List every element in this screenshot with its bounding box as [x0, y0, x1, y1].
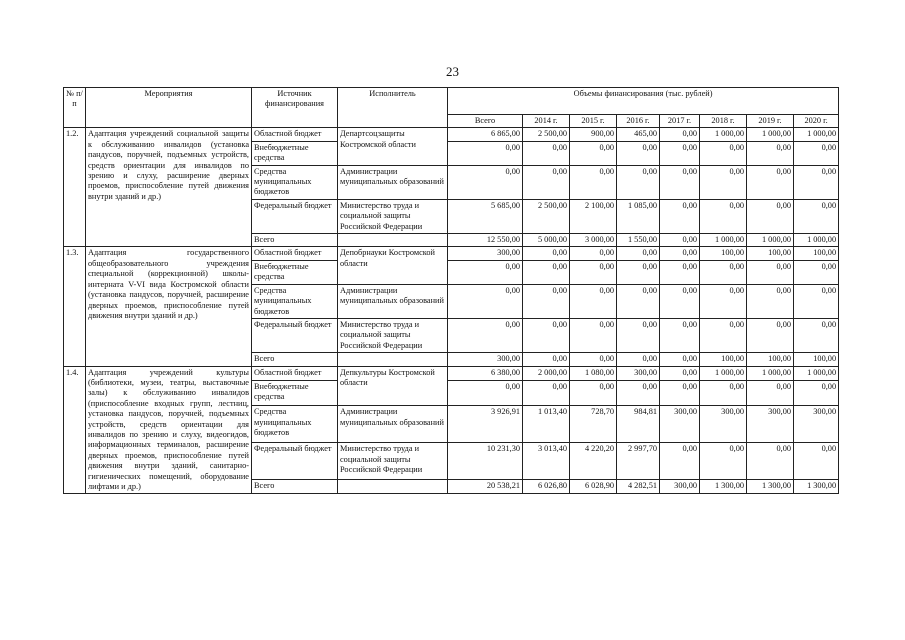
amount-cell: 5 000,00: [523, 234, 570, 247]
executor: [338, 234, 448, 247]
amount-cell: 0,00: [570, 247, 617, 260]
funding-source: Средства муниципальных бюджетов: [252, 406, 338, 443]
amount-cell: 300,00: [448, 247, 523, 260]
executor: Министерство труда и социальной защиты Российской Федерации: [338, 199, 448, 233]
amount-cell: 0,00: [660, 353, 700, 366]
amount-cell: 1 000,00: [700, 234, 747, 247]
amount-cell: 0,00: [523, 260, 570, 284]
funding-source: Федеральный бюджет: [252, 199, 338, 233]
amount-cell: 10 231,30: [448, 443, 523, 480]
amount-cell: 984,81: [617, 406, 660, 443]
item-number: 1.2.: [64, 128, 86, 247]
item-measure: Адаптация учреждений культуры (библиотеки, музеи, театры, выставочные залы) к обслуживанию инвалидов (приспособление входных групп, лестниц, установка пандусов, поручней, подъемных устройств, средств ориентации для инвалидов по зрению и слуху, видеогидов, информационных терминалов, расширение дверных проемов, приспособление путей движения внутри зданий, санитарно-гигиенических помещений, оборудование лифтами и др.): [86, 366, 252, 494]
table-row: [64, 366, 839, 380]
amount-cell: 100,00: [794, 353, 839, 366]
funding-source: Областной бюджет: [252, 366, 338, 380]
amount-cell: 0,00: [747, 260, 794, 284]
page-number: 23: [446, 64, 459, 79]
amount-cell: 0,00: [660, 234, 700, 247]
funding-source: Областной бюджет: [252, 128, 338, 141]
amount-cell: 728,70: [570, 406, 617, 443]
amount-cell: 0,00: [617, 247, 660, 260]
amount-cell: 300,00: [660, 406, 700, 443]
executor: Депкультуры Костромской области: [338, 366, 448, 406]
amount-cell: 0,00: [660, 165, 700, 199]
amount-cell: 0,00: [660, 443, 700, 480]
amount-cell: 0,00: [570, 318, 617, 352]
header-measures: Мероприятия: [86, 88, 252, 128]
amount-cell: 1 000,00: [747, 128, 794, 141]
amount-cell: 1 300,00: [794, 479, 839, 493]
amount-cell: 4 220,20: [570, 443, 617, 480]
amount-cell: 0,00: [617, 284, 660, 318]
amount-cell: 0,00: [700, 318, 747, 352]
amount-cell: 2 000,00: [523, 366, 570, 380]
amount-cell: 0,00: [700, 443, 747, 480]
item-measure: Адаптация государственного общеобразовательного учреждения специальной (коррекционной) школы-интерната V-VI вида Костромской области (установка пандусов, поручней, расширение дверных проемов, приспособление путей движения внутри зданий и др.): [86, 247, 252, 366]
executor: Департсоцзащиты Костромской области: [338, 128, 448, 165]
executor: Министерство труда и социальной защиты Российской Федерации: [338, 443, 448, 480]
amount-cell: 0,00: [794, 318, 839, 352]
amount-cell: 4 282,51: [617, 479, 660, 493]
item-number: 1.3.: [64, 247, 86, 366]
header-source: Источник финансирования: [252, 88, 338, 128]
amount-cell: 0,00: [747, 199, 794, 233]
amount-cell: 300,00: [747, 406, 794, 443]
amount-cell: 0,00: [700, 260, 747, 284]
funding-source: Внебюджетные средства: [252, 260, 338, 284]
amount-cell: 0,00: [660, 199, 700, 233]
amount-cell: 0,00: [448, 318, 523, 352]
amount-cell: 1 000,00: [794, 128, 839, 141]
amount-cell: 0,00: [448, 165, 523, 199]
amount-cell: 12 550,00: [448, 234, 523, 247]
amount-cell: 0,00: [448, 141, 523, 165]
amount-cell: 0,00: [523, 318, 570, 352]
funding-source: Федеральный бюджет: [252, 443, 338, 480]
funding-source: Всего: [252, 234, 338, 247]
amount-cell: 1 000,00: [747, 366, 794, 380]
item-number: 1.4.: [64, 366, 86, 494]
amount-cell: 0,00: [794, 165, 839, 199]
amount-cell: 900,00: [570, 128, 617, 141]
amount-cell: 300,00: [617, 366, 660, 380]
amount-cell: 100,00: [747, 353, 794, 366]
amount-cell: 6 026,80: [523, 479, 570, 493]
amount-cell: 100,00: [700, 247, 747, 260]
amount-cell: 0,00: [523, 247, 570, 260]
executor: Депобрнауки Костромской области: [338, 247, 448, 284]
amount-cell: 6 865,00: [448, 128, 523, 141]
amount-cell: 0,00: [660, 284, 700, 318]
amount-cell: 0,00: [660, 141, 700, 165]
amount-cell: 0,00: [570, 260, 617, 284]
amount-cell: 3 000,00: [570, 234, 617, 247]
amount-cell: 0,00: [617, 318, 660, 352]
amount-cell: 0,00: [700, 199, 747, 233]
amount-cell: 2 500,00: [523, 128, 570, 141]
amount-cell: 0,00: [660, 128, 700, 141]
amount-cell: 0,00: [523, 284, 570, 318]
amount-cell: 6 028,90: [570, 479, 617, 493]
header-year: 2014 г.: [523, 115, 570, 128]
amount-cell: 0,00: [570, 353, 617, 366]
amount-cell: 0,00: [794, 380, 839, 406]
amount-cell: 0,00: [794, 443, 839, 480]
amount-cell: 1 000,00: [794, 234, 839, 247]
amount-cell: 1 000,00: [700, 366, 747, 380]
amount-cell: 1 080,00: [570, 366, 617, 380]
header-year: 2017 г.: [660, 115, 700, 128]
amount-cell: 0,00: [570, 284, 617, 318]
table-row: [64, 247, 839, 260]
amount-cell: 1 000,00: [700, 128, 747, 141]
amount-cell: 2 997,70: [617, 443, 660, 480]
header-num: № п/п: [64, 88, 86, 128]
amount-cell: 0,00: [700, 284, 747, 318]
header-volumes: Объемы финансирования (тыс. рублей): [448, 88, 839, 115]
amount-cell: 0,00: [523, 141, 570, 165]
header-executor: Исполнитель: [338, 88, 448, 128]
table-body: [64, 88, 839, 494]
amount-cell: 1 085,00: [617, 199, 660, 233]
amount-cell: 0,00: [570, 380, 617, 406]
amount-cell: 0,00: [523, 380, 570, 406]
amount-cell: 0,00: [747, 284, 794, 318]
header-year: 2019 г.: [747, 115, 794, 128]
amount-cell: 1 013,40: [523, 406, 570, 443]
amount-cell: 3 013,40: [523, 443, 570, 480]
amount-cell: 0,00: [660, 260, 700, 284]
amount-cell: 1 300,00: [700, 479, 747, 493]
amount-cell: 300,00: [700, 406, 747, 443]
amount-cell: 0,00: [700, 165, 747, 199]
amount-cell: 0,00: [523, 165, 570, 199]
table-row: [64, 128, 839, 141]
amount-cell: 0,00: [700, 141, 747, 165]
funding-source: Всего: [252, 353, 338, 366]
header-row: [64, 88, 839, 115]
funding-source: Областной бюджет: [252, 247, 338, 260]
item-measure: Адаптация учреждений социальной защиты к обслуживанию инвалидов (установка пандусов, поручней, подъемных устройств, средств ориентации для инвалидов по зрению и слуху, расширение дверных проемов, приспособление путей движения внутри зданий и др.): [86, 128, 252, 247]
amount-cell: 0,00: [448, 380, 523, 406]
header-year: Всего: [448, 115, 523, 128]
executor: [338, 353, 448, 366]
amount-cell: 0,00: [617, 165, 660, 199]
amount-cell: 0,00: [448, 260, 523, 284]
header-year: 2020 г.: [794, 115, 839, 128]
executor: Администрации муниципальных образований: [338, 406, 448, 443]
executor: Министерство труда и социальной защиты Российской Федерации: [338, 318, 448, 352]
amount-cell: 1 000,00: [747, 234, 794, 247]
amount-cell: 0,00: [747, 165, 794, 199]
header-year: 2016 г.: [617, 115, 660, 128]
amount-cell: 100,00: [700, 353, 747, 366]
amount-cell: 100,00: [794, 247, 839, 260]
amount-cell: 1 000,00: [794, 366, 839, 380]
amount-cell: 0,00: [448, 284, 523, 318]
amount-cell: 3 926,91: [448, 406, 523, 443]
amount-cell: 6 380,00: [448, 366, 523, 380]
amount-cell: 2 100,00: [570, 199, 617, 233]
funding-source: Внебюджетные средства: [252, 141, 338, 165]
amount-cell: 1 300,00: [747, 479, 794, 493]
amount-cell: 2 500,00: [523, 199, 570, 233]
amount-cell: 465,00: [617, 128, 660, 141]
amount-cell: 300,00: [660, 479, 700, 493]
funding-source: Средства муниципальных бюджетов: [252, 284, 338, 318]
amount-cell: 0,00: [523, 353, 570, 366]
amount-cell: 100,00: [747, 247, 794, 260]
amount-cell: 0,00: [617, 260, 660, 284]
amount-cell: 0,00: [660, 366, 700, 380]
header-year: 2015 г.: [570, 115, 617, 128]
amount-cell: 0,00: [617, 353, 660, 366]
amount-cell: 0,00: [747, 380, 794, 406]
amount-cell: 0,00: [617, 380, 660, 406]
funding-source: Внебюджетные средства: [252, 380, 338, 406]
amount-cell: 0,00: [660, 318, 700, 352]
amount-cell: 0,00: [747, 141, 794, 165]
funding-source: Федеральный бюджет: [252, 318, 338, 352]
amount-cell: 300,00: [794, 406, 839, 443]
amount-cell: 0,00: [794, 199, 839, 233]
amount-cell: 0,00: [747, 443, 794, 480]
funding-source: Средства муниципальных бюджетов: [252, 165, 338, 199]
amount-cell: 0,00: [794, 284, 839, 318]
amount-cell: 20 538,21: [448, 479, 523, 493]
executor: Администрации муниципальных образований: [338, 165, 448, 199]
amount-cell: 0,00: [660, 247, 700, 260]
amount-cell: 0,00: [747, 318, 794, 352]
amount-cell: 0,00: [700, 380, 747, 406]
amount-cell: 1 550,00: [617, 234, 660, 247]
executor: [338, 479, 448, 493]
executor: Администрации муниципальных образований: [338, 284, 448, 318]
amount-cell: 0,00: [794, 260, 839, 284]
header-year: 2018 г.: [700, 115, 747, 128]
amount-cell: 0,00: [570, 165, 617, 199]
amount-cell: 0,00: [660, 380, 700, 406]
amount-cell: 5 685,00: [448, 199, 523, 233]
amount-cell: 300,00: [448, 353, 523, 366]
funding-source: Всего: [252, 479, 338, 493]
amount-cell: 0,00: [794, 141, 839, 165]
financing-table: [63, 87, 839, 494]
amount-cell: 0,00: [617, 141, 660, 165]
amount-cell: 0,00: [570, 141, 617, 165]
